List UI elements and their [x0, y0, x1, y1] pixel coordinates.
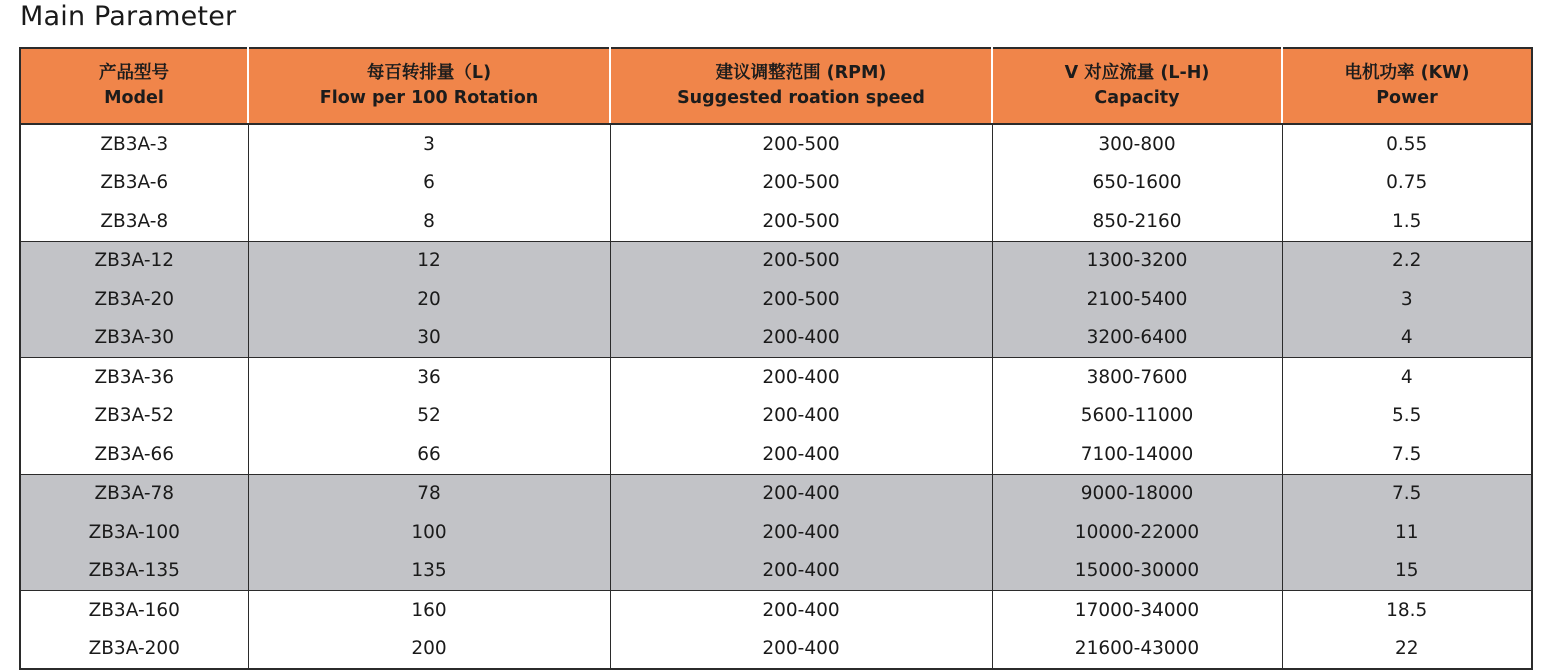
- cell-model: ZB3A-100: [20, 513, 248, 552]
- cell-power: 4: [1282, 319, 1532, 358]
- cell-flow: 3: [248, 124, 610, 164]
- cell-speed: 200-400: [610, 552, 992, 591]
- header-model: [20, 48, 248, 124]
- cell-power: 5.5: [1282, 397, 1532, 436]
- table-row: [20, 164, 1532, 203]
- cell-capacity: 1300-3200: [992, 241, 1282, 280]
- cell-model: ZB3A-3: [20, 124, 248, 164]
- cell-speed: 200-400: [610, 513, 992, 552]
- cell-model: ZB3A-20: [20, 280, 248, 319]
- cell-capacity: 15000-30000: [992, 552, 1282, 591]
- cell-capacity: 9000-18000: [992, 474, 1282, 513]
- header-label-zh: 产品型号: [99, 63, 169, 83]
- cell-flow: 36: [248, 358, 610, 397]
- header-capacity: [992, 48, 1282, 124]
- cell-power: 4: [1282, 358, 1532, 397]
- header-label-zh: 建议调整范围 (RPM): [715, 63, 887, 83]
- cell-power: 1.5: [1282, 202, 1532, 241]
- cell-capacity: 850-2160: [992, 202, 1282, 241]
- cell-capacity: 300-800: [992, 124, 1282, 164]
- cell-capacity: 5600-11000: [992, 397, 1282, 436]
- header-flow: [248, 48, 610, 124]
- cell-model: ZB3A-6: [20, 164, 248, 203]
- cell-flow: 200: [248, 630, 610, 670]
- cell-model: ZB3A-12: [20, 241, 248, 280]
- cell-speed: 200-500: [610, 124, 992, 164]
- cell-power: 0.55: [1282, 124, 1532, 164]
- cell-speed: 200-400: [610, 319, 992, 358]
- cell-model: ZB3A-36: [20, 358, 248, 397]
- cell-flow: 6: [248, 164, 610, 203]
- cell-flow: 66: [248, 435, 610, 474]
- cell-model: ZB3A-135: [20, 552, 248, 591]
- cell-model: ZB3A-200: [20, 630, 248, 670]
- page-title: Main Parameter: [20, 1, 237, 32]
- cell-capacity: 17000-34000: [992, 591, 1282, 630]
- cell-speed: 200-400: [610, 591, 992, 630]
- cell-flow: 52: [248, 397, 610, 436]
- header-label-zh: V 对应流量 (L-H): [1064, 63, 1210, 83]
- table-row: [20, 630, 1532, 670]
- cell-flow: 100: [248, 513, 610, 552]
- cell-power: 7.5: [1282, 435, 1532, 474]
- cell-power: 18.5: [1282, 591, 1532, 630]
- cell-power: 3: [1282, 280, 1532, 319]
- table-row: [20, 124, 1532, 164]
- parameter-table: [19, 47, 1533, 670]
- header-label-zh: 每百转排量（L): [366, 63, 492, 83]
- cell-capacity: 2100-5400: [992, 280, 1282, 319]
- cell-capacity: 21600-43000: [992, 630, 1282, 670]
- cell-speed: 200-400: [610, 435, 992, 474]
- cell-power: 15: [1282, 552, 1532, 591]
- cell-power: 7.5: [1282, 474, 1532, 513]
- cell-speed: 200-500: [610, 202, 992, 241]
- table-row: [20, 280, 1532, 319]
- cell-capacity: 3200-6400: [992, 319, 1282, 358]
- cell-speed: 200-500: [610, 280, 992, 319]
- table-row: [20, 552, 1532, 591]
- cell-model: ZB3A-52: [20, 397, 248, 436]
- cell-capacity: 7100-14000: [992, 435, 1282, 474]
- cell-model: ZB3A-66: [20, 435, 248, 474]
- cell-model: ZB3A-8: [20, 202, 248, 241]
- table-row: [20, 513, 1532, 552]
- table-row: [20, 202, 1532, 241]
- cell-flow: 20: [248, 280, 610, 319]
- table-row: [20, 591, 1532, 630]
- cell-power: 22: [1282, 630, 1532, 670]
- table-header-row: [20, 48, 1532, 124]
- table-row: [20, 397, 1532, 436]
- table-row: [20, 435, 1532, 474]
- cell-speed: 200-400: [610, 358, 992, 397]
- cell-capacity: 3800-7600: [992, 358, 1282, 397]
- cell-speed: 200-400: [610, 474, 992, 513]
- table-row: [20, 358, 1532, 397]
- cell-capacity: 10000-22000: [992, 513, 1282, 552]
- cell-power: 0.75: [1282, 164, 1532, 203]
- cell-speed: 200-400: [610, 630, 992, 670]
- cell-flow: 135: [248, 552, 610, 591]
- cell-speed: 200-500: [610, 241, 992, 280]
- header-label-en: Power: [1376, 88, 1438, 108]
- cell-flow: 12: [248, 241, 610, 280]
- cell-capacity: 650-1600: [992, 164, 1282, 203]
- header-label-en: Flow per 100 Rotation: [319, 88, 539, 108]
- cell-flow: 160: [248, 591, 610, 630]
- table-row: [20, 474, 1532, 513]
- header-label-en: Model: [104, 88, 164, 108]
- cell-model: ZB3A-30: [20, 319, 248, 358]
- cell-speed: 200-500: [610, 164, 992, 203]
- header-speed: [610, 48, 992, 124]
- header-label-zh: 电机功率 (KW): [1344, 63, 1470, 83]
- cell-flow: 8: [248, 202, 610, 241]
- table-row: [20, 241, 1532, 280]
- header-label-en: Capacity: [1094, 88, 1180, 108]
- cell-model: ZB3A-160: [20, 591, 248, 630]
- cell-flow: 30: [248, 319, 610, 358]
- cell-flow: 78: [248, 474, 610, 513]
- cell-power: 11: [1282, 513, 1532, 552]
- cell-speed: 200-400: [610, 397, 992, 436]
- cell-model: ZB3A-78: [20, 474, 248, 513]
- table-row: [20, 319, 1532, 358]
- cell-power: 2.2: [1282, 241, 1532, 280]
- header-power: [1282, 48, 1532, 124]
- header-label-en: Suggested roation speed: [677, 88, 925, 108]
